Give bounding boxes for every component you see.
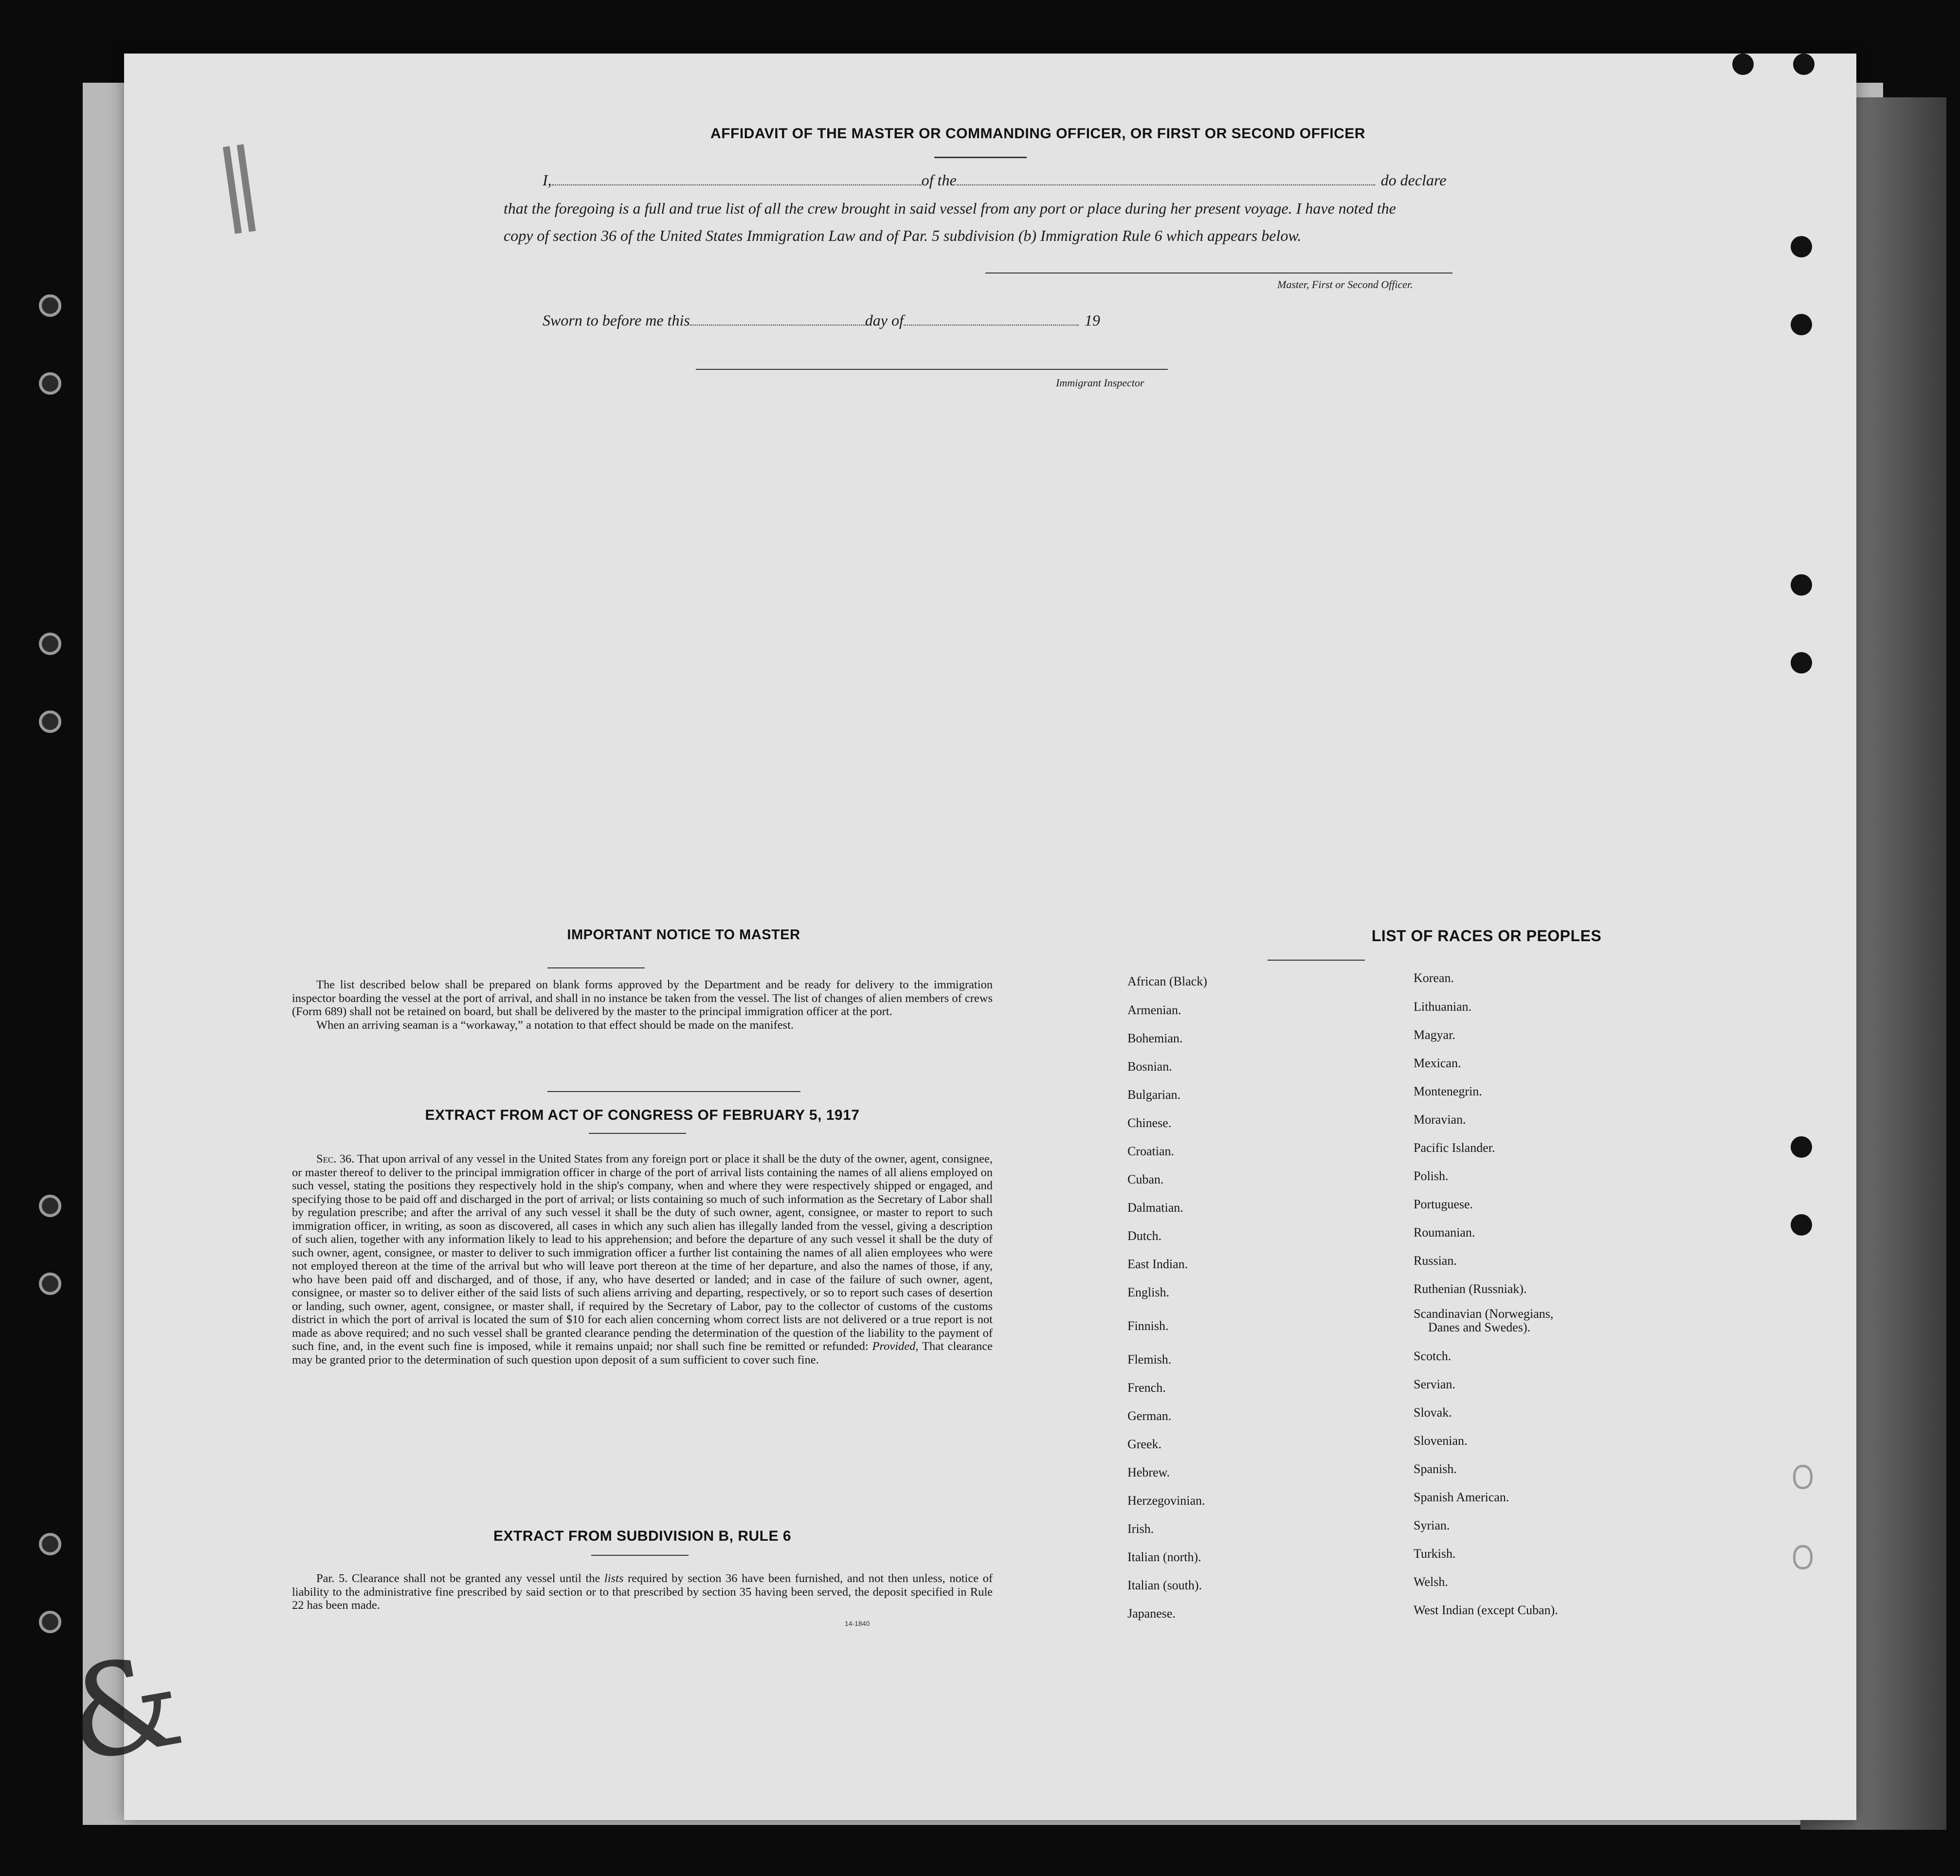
rule-text-post: required by section 36 have been furnished, and not then unless, notice of liability to the administrative fine prescribed by said section or to that prescribed by section 35 having been served, the deposit specified in Rule 22 has been made. bbox=[292, 1572, 993, 1612]
race-item: Montenegrin. bbox=[1414, 1084, 1482, 1098]
punch-hole bbox=[1793, 1465, 1813, 1489]
handwritten-mark: ‖ bbox=[209, 128, 268, 236]
sworn-label: Sworn to before me this bbox=[543, 311, 690, 329]
punch-hole bbox=[39, 372, 61, 395]
act-text: That upon arrival of any vessel in the United States from any foreign port or place it shall be the duty of the owner, agent, consignee, or master thereof to deliver to the principal immigration officer in charge of the port of arrival lists containing the names of all aliens employed on such vessel, stating the positions they respectively hold in the ship's company, when and where they were respectively shipped or engaged, and specifying those to be paid off and discharged in the port of arrival; or lists containing so much of such information as the Secretary of Labor shall by regulation prescribe; and after the arrival of any such vessel it shall be the duty of such owner, agent, consignee, or master to report to such immigration officer, in writing, as soon as discovered, all cases in which any such alien has illegally landed from the vessel, giving a description of such alien, together with any information likely to lead to his apprehension; and before the departure of any such vessel it shall be the duty of such owner, agent, consignee, or master to deliver to such immigration officer a further list containing the names of all alien employees who were not employed thereon at the time of the arrival but who will leave port thereon at the time of her departure, and also the names of those, if any, who have been paid off and discharged, and of those, if any, who have deserted or landed; and in case of the failure of such owner, agent, consignee, or master so to deliver either of the said lists of such aliens arriving and departing, respectively, or so to report such cases of desertion or landing, such owner, agent, consignee, or master shall, if required by the Secretary of Labor, pay to the collector of customs of the customs district in which the port of arrival is located the sum of $10 for each alien concerning whom correct lists are not delivered or a true report is not made as above required; and no such vessel shall be granted clearance pending the determination of the question of the liability to the payment of such fine, and, in the event such fine is imposed, while it remains unpaid; nor shall such fine be remitted or refunded: bbox=[292, 1152, 993, 1353]
race-item: Lithuanian. bbox=[1414, 1000, 1472, 1014]
race-item: Flemish. bbox=[1127, 1352, 1172, 1366]
day-of-label: day of bbox=[865, 311, 904, 329]
affidavit-i-label: I, bbox=[543, 171, 552, 189]
race-item: Dutch. bbox=[1127, 1229, 1162, 1243]
punch-hole bbox=[1791, 1214, 1812, 1236]
form-number: 14-1840 bbox=[845, 1620, 870, 1627]
punch-hole bbox=[39, 1273, 61, 1295]
rule-body bbox=[292, 1572, 993, 1612]
affidavit-title: AFFIDAVIT OF THE MASTER OR COMMANDING OFFICER, OR FIRST OR SECOND OFFICER bbox=[710, 126, 1365, 142]
race-item: Cuban. bbox=[1127, 1172, 1164, 1186]
race-item: Scandinavian (Norwegians, bbox=[1414, 1307, 1554, 1321]
punch-hole bbox=[1791, 652, 1812, 674]
punch-hole bbox=[1732, 54, 1754, 75]
punch-hole bbox=[39, 294, 61, 317]
race-item: Finnish. bbox=[1127, 1319, 1169, 1333]
notice-body bbox=[292, 978, 993, 1032]
title-rule bbox=[934, 157, 1027, 158]
punch-hole bbox=[1791, 574, 1812, 596]
act-title: EXTRACT FROM ACT OF CONGRESS OF FEBRUARY 5, 1917 bbox=[425, 1107, 860, 1123]
race-item: Italian (south). bbox=[1127, 1578, 1202, 1592]
rule-text-pre: Par. 5. Clearance shall not be granted any vessel until the bbox=[316, 1572, 600, 1585]
race-item: Korean. bbox=[1414, 971, 1454, 985]
affidavit-line-2: that the foregoing is a full and true list of all the crew brought in said vessel from any port or place during her present voyage. I have noted the bbox=[504, 200, 1396, 217]
race-item: Portuguese. bbox=[1414, 1197, 1473, 1211]
race-item: Danes and Swedes). bbox=[1428, 1320, 1531, 1334]
race-item: Bulgarian. bbox=[1127, 1088, 1181, 1102]
race-item: Ruthenian (Russniak). bbox=[1414, 1282, 1527, 1296]
race-item: Russian. bbox=[1414, 1254, 1457, 1268]
year-label: 19 bbox=[1084, 311, 1100, 329]
punch-hole bbox=[1793, 1545, 1813, 1569]
punch-hole bbox=[1791, 1136, 1812, 1158]
act-body bbox=[292, 1152, 993, 1366]
race-item: Slovak. bbox=[1414, 1405, 1452, 1420]
race-item: Pacific Islander. bbox=[1414, 1141, 1495, 1155]
inspector-caption: Immigrant Inspector bbox=[1056, 377, 1144, 389]
day-blank[interactable] bbox=[690, 320, 865, 326]
sworn-line bbox=[543, 311, 1100, 329]
punch-hole bbox=[1791, 314, 1812, 335]
race-item: African (Black) bbox=[1127, 974, 1207, 988]
race-item: Dalmatian. bbox=[1127, 1201, 1183, 1215]
notice-title: IMPORTANT NOTICE TO MASTER bbox=[567, 927, 800, 943]
race-item: French. bbox=[1127, 1381, 1166, 1395]
punch-hole bbox=[39, 710, 61, 733]
races-rule bbox=[1268, 960, 1365, 961]
punch-hole bbox=[39, 1533, 61, 1555]
signature-caption: Master, First or Second Officer. bbox=[1277, 278, 1413, 291]
punch-hole bbox=[1793, 54, 1815, 75]
notice-paragraph-1: The list described below shall be prepared on blank forms approved by the Department and be ready for delivery to the immigration inspector boarding the vessel at the port of arrival, and shall in no instance be taken from the vessel. The list of changes of alien members of crews (Form 689) shall not be retained on board, but shall be delivered by the master to the principal immigration officer at the port. bbox=[292, 978, 993, 1018]
do-declare-label: do declare bbox=[1380, 171, 1447, 189]
inspector-signature-line[interactable] bbox=[696, 369, 1168, 370]
race-item: Bohemian. bbox=[1127, 1031, 1183, 1045]
race-item: English. bbox=[1127, 1285, 1169, 1299]
race-item: Japanese. bbox=[1127, 1606, 1176, 1621]
act-tail: That clearance may be granted prior to the determination of such question upon deposit of a sum sufficient to cover such fine. bbox=[292, 1340, 993, 1366]
month-blank[interactable] bbox=[904, 320, 1079, 326]
race-item: Italian (north). bbox=[1127, 1550, 1201, 1564]
race-item: Slovenian. bbox=[1414, 1434, 1468, 1448]
section-number: Sec. 36. bbox=[316, 1152, 355, 1166]
lists-label: lists bbox=[604, 1572, 624, 1585]
rule-rule bbox=[591, 1555, 689, 1556]
race-item: Turkish. bbox=[1414, 1547, 1456, 1561]
rule-title: EXTRACT FROM SUBDIVISION B, RULE 6 bbox=[493, 1528, 792, 1544]
race-item: Servian. bbox=[1414, 1377, 1455, 1391]
race-item: Greek. bbox=[1127, 1437, 1162, 1451]
vessel-blank[interactable] bbox=[957, 180, 1375, 185]
notice-paragraph-2: When an arriving seaman is a “workaway,” a notation to that effect should be made on the manifest. bbox=[316, 1018, 794, 1032]
notice-rule bbox=[547, 967, 645, 968]
races-title: LIST OF RACES OR PEOPLES bbox=[1371, 927, 1602, 945]
affidavit-line-3: copy of section 36 of the United States Immigration Law and of Par. 5 subdivision (b) Immigration Rule 6 which appears below. bbox=[504, 227, 1302, 244]
race-item: Chinese. bbox=[1127, 1116, 1172, 1130]
punch-hole bbox=[39, 1195, 61, 1217]
of-the-label: of the bbox=[921, 171, 957, 189]
race-item: German. bbox=[1127, 1409, 1172, 1423]
race-item: Croatian. bbox=[1127, 1144, 1175, 1158]
race-item: Irish. bbox=[1127, 1522, 1154, 1536]
punch-hole bbox=[39, 633, 61, 655]
name-blank[interactable] bbox=[552, 180, 922, 185]
act-rule bbox=[589, 1133, 686, 1134]
race-item: Welsh. bbox=[1414, 1575, 1448, 1589]
race-item: Hebrew. bbox=[1127, 1465, 1170, 1479]
race-item: Roumanian. bbox=[1414, 1225, 1475, 1239]
affidavit-line-1 bbox=[543, 171, 1446, 189]
race-item: Herzegovinian. bbox=[1127, 1494, 1205, 1508]
handwritten-mark: & bbox=[56, 1626, 193, 1791]
race-item: West Indian (except Cuban). bbox=[1414, 1603, 1558, 1617]
race-item: Polish. bbox=[1414, 1169, 1449, 1183]
race-item: Magyar. bbox=[1414, 1028, 1455, 1042]
provided-label: Provided, bbox=[872, 1340, 919, 1353]
race-item: Spanish American. bbox=[1414, 1490, 1509, 1504]
race-item: Scotch. bbox=[1414, 1349, 1452, 1363]
race-item: East Indian. bbox=[1127, 1257, 1188, 1271]
race-item: Spanish. bbox=[1414, 1462, 1457, 1476]
race-item: Moravian. bbox=[1414, 1112, 1466, 1127]
punch-hole bbox=[1791, 236, 1812, 257]
race-item: Mexican. bbox=[1414, 1056, 1461, 1070]
race-item: Armenian. bbox=[1127, 1003, 1181, 1017]
section-rule bbox=[547, 1091, 800, 1092]
punch-hole bbox=[39, 1611, 61, 1633]
document-page bbox=[124, 54, 1856, 1820]
race-item: Syrian. bbox=[1414, 1518, 1450, 1532]
race-item: Bosnian. bbox=[1127, 1059, 1172, 1074]
